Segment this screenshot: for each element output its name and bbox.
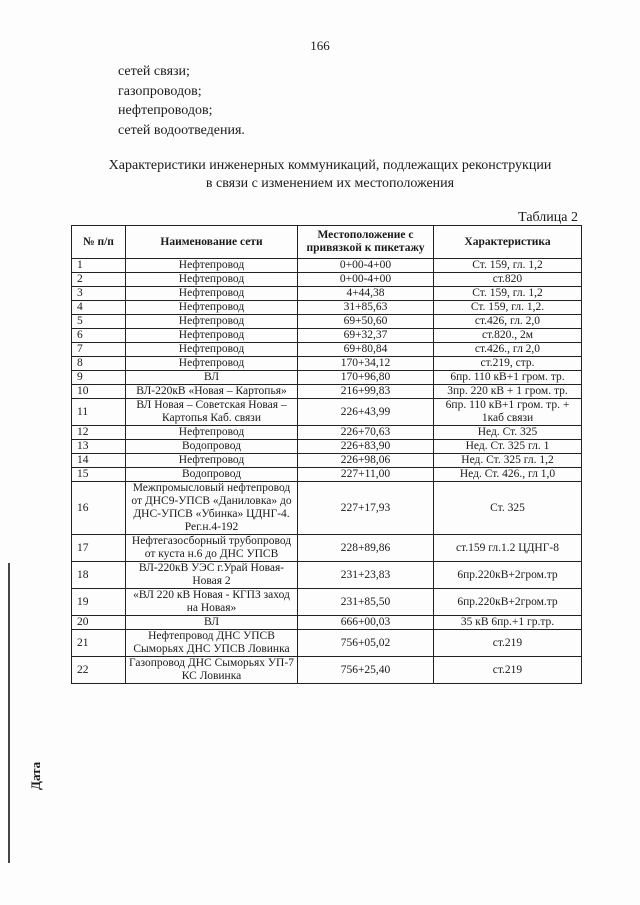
row-number: 4 xyxy=(72,301,126,315)
intro-list xyxy=(118,62,245,140)
row-location: 4+44,38 xyxy=(298,287,434,301)
row-location: 756+25,40 xyxy=(298,657,434,684)
row-number: 14 xyxy=(72,454,126,468)
intro-item: сетей водоотведения. xyxy=(118,122,245,138)
row-number: 11 xyxy=(72,399,126,426)
row-number: 6 xyxy=(72,329,126,343)
row-location: 0+00-4+00 xyxy=(298,259,434,273)
page-number: 166 xyxy=(310,38,330,53)
row-characteristic: 3пр. 220 кВ + 1 гром. тр. xyxy=(434,385,582,399)
row-network-name: ВЛ Новая – Советская Новая – Картопья Каб. связи xyxy=(126,399,298,426)
row-number: 19 xyxy=(72,589,126,616)
table-row xyxy=(72,357,582,371)
header-location: Местоположение с привязкой к пикетажу xyxy=(298,226,434,259)
header-characteristic: Характеристика xyxy=(434,226,582,259)
row-network-name: Нефтепровод xyxy=(126,301,298,315)
row-network-name: Нефтепровод xyxy=(126,329,298,343)
row-network-name: Водопровод xyxy=(126,440,298,454)
row-location: 756+05,02 xyxy=(298,630,434,657)
row-characteristic: ст.820., 2м xyxy=(434,329,582,343)
row-location: 69+50,60 xyxy=(298,315,434,329)
row-characteristic: 6пр.220кВ+2гром.тр xyxy=(434,562,582,589)
row-characteristic: Нед. Ст. 426., гл 1,0 xyxy=(434,468,582,482)
row-characteristic: 6пр.220кВ+2гром.тр xyxy=(434,589,582,616)
row-location: 226+83,90 xyxy=(298,440,434,454)
table-row xyxy=(72,287,582,301)
row-network-name: ВЛ-220кВ УЭС г.Урай Новая-Новая 2 xyxy=(126,562,298,589)
header-number: № п/п xyxy=(72,226,126,259)
row-number: 2 xyxy=(72,273,126,287)
row-characteristic: Нед. Ст. 325 xyxy=(434,426,582,440)
margin-rule xyxy=(8,563,10,863)
row-network-name: Водопровод xyxy=(126,468,298,482)
row-number: 12 xyxy=(72,426,126,440)
table-row xyxy=(72,535,582,562)
section-title-line-2: в связи с изменением их местоположения xyxy=(205,176,455,191)
table-row xyxy=(72,589,582,616)
row-network-name: Нефтепровод xyxy=(126,343,298,357)
row-location: 226+98,06 xyxy=(298,454,434,468)
row-location: 69+80,84 xyxy=(298,343,434,357)
row-number: 17 xyxy=(72,535,126,562)
table-label: Таблица 2 xyxy=(518,210,578,225)
row-number: 13 xyxy=(72,440,126,454)
row-number: 9 xyxy=(72,371,126,385)
intro-item: нефтепроводов; xyxy=(118,103,213,118)
row-characteristic: Нед. Ст. 325 гл. 1 xyxy=(434,440,582,454)
row-location: 226+70,63 xyxy=(298,426,434,440)
table-row xyxy=(72,371,582,385)
row-network-name: Нефтепровод xyxy=(126,315,298,329)
row-network-name: Нефтепровод xyxy=(126,454,298,468)
row-characteristic: ст.219, стр. xyxy=(434,357,582,371)
table-row xyxy=(72,426,582,440)
row-characteristic: 6пр. 110 кВ+1 гром. тр. xyxy=(434,371,582,385)
row-characteristic: Ст. 325 xyxy=(434,482,582,535)
row-characteristic: ст.820 xyxy=(434,273,582,287)
row-network-name: Нефтепровод xyxy=(126,259,298,273)
row-location: 227+11,00 xyxy=(298,468,434,482)
row-characteristic: ст.426., гл 2,0 xyxy=(434,343,582,357)
row-network-name: Межпромысловый нефтепровод от ДНС9-УПСВ «Даниловка» до ДНС-УПСВ «Убинка» ЦДНГ-4. Рег.н.4-192 xyxy=(126,482,298,535)
row-characteristic: Ст. 159, гл. 1,2 xyxy=(434,287,582,301)
row-number: 21 xyxy=(72,630,126,657)
row-number: 10 xyxy=(72,385,126,399)
row-number: 1 xyxy=(72,259,126,273)
section-title xyxy=(60,157,600,193)
row-location: 31+85,63 xyxy=(298,301,434,315)
row-location: 231+85,50 xyxy=(298,589,434,616)
table-header-row xyxy=(72,226,582,259)
intro-item: сетей связи; xyxy=(118,64,190,79)
row-network-name: ВЛ-220кВ «Новая – Картопья» xyxy=(126,385,298,399)
table-row xyxy=(72,301,582,315)
row-network-name: Нефтепровод xyxy=(126,273,298,287)
row-number: 15 xyxy=(72,468,126,482)
row-characteristic: Ст. 159, гл. 1,2. xyxy=(434,301,582,315)
row-characteristic: 35 кВ 6пр.+1 гр.тр. xyxy=(434,616,582,630)
row-number: 3 xyxy=(72,287,126,301)
table-row xyxy=(72,562,582,589)
row-location: 226+43,99 xyxy=(298,399,434,426)
row-location: 666+00,03 xyxy=(298,616,434,630)
row-number: 5 xyxy=(72,315,126,329)
row-number: 22 xyxy=(72,657,126,684)
row-network-name: Нефтепровод xyxy=(126,287,298,301)
section-title-line-1: Характеристики инженерных коммуникаций, подлежащих реконструкции xyxy=(108,158,552,173)
table-body xyxy=(72,259,582,684)
row-location: 170+34,12 xyxy=(298,357,434,371)
row-characteristic: Ст. 159, гл. 1,2 xyxy=(434,259,582,273)
header-network-name: Наименование сети xyxy=(126,226,298,259)
row-characteristic: ст.219 xyxy=(434,657,582,684)
row-characteristic: ст.426, гл. 2,0 xyxy=(434,315,582,329)
table-row xyxy=(72,616,582,630)
row-characteristic: Нед. Ст. 325 гл. 1,2 xyxy=(434,454,582,468)
row-number: 20 xyxy=(72,616,126,630)
table-row xyxy=(72,273,582,287)
table-row xyxy=(72,630,582,657)
intro-item: газопроводов; xyxy=(118,83,202,99)
row-number: 16 xyxy=(72,482,126,535)
table-row xyxy=(72,385,582,399)
row-characteristic: ст.219 xyxy=(434,630,582,657)
row-location: 228+89,86 xyxy=(298,535,434,562)
row-network-name: Нефтегазосборный трубопровод от куста н.6 до ДНС УПСВ xyxy=(126,535,298,562)
row-number: 7 xyxy=(72,343,126,357)
table-row xyxy=(72,454,582,468)
row-network-name: ВЛ xyxy=(126,371,298,385)
table-row xyxy=(72,343,582,357)
side-label: Дата xyxy=(28,761,43,790)
row-network-name: «ВЛ 220 кВ Новая - КГПЗ заход на Новая» xyxy=(126,589,298,616)
row-number: 8 xyxy=(72,357,126,371)
row-network-name: Газопровод ДНС Сыморьях УП-7 КС Ловинка xyxy=(126,657,298,684)
row-location: 216+99,83 xyxy=(298,385,434,399)
table-row xyxy=(72,259,582,273)
row-location: 170+96,80 xyxy=(298,371,434,385)
row-characteristic: ст.159 гл.1.2 ЦДНГ-8 xyxy=(434,535,582,562)
row-characteristic: 6пр. 110 кВ+1 гром. тр. + 1каб связи xyxy=(434,399,582,426)
table-row xyxy=(72,329,582,343)
row-number: 18 xyxy=(72,562,126,589)
row-location: 69+32,37 xyxy=(298,329,434,343)
row-network-name: ВЛ xyxy=(126,616,298,630)
table-row xyxy=(72,440,582,454)
row-network-name: Нефтепровод xyxy=(126,426,298,440)
table-row xyxy=(72,399,582,426)
row-network-name: Нефтепровод xyxy=(126,357,298,371)
table-row xyxy=(72,315,582,329)
table-row xyxy=(72,468,582,482)
row-location: 231+23,83 xyxy=(298,562,434,589)
row-location: 0+00-4+00 xyxy=(298,273,434,287)
row-network-name: Нефтепровод ДНС УПСВ Сыморьях ДНС УПСВ Ловинка xyxy=(126,630,298,657)
table-row xyxy=(72,657,582,684)
utilities-table xyxy=(71,225,582,684)
table-row xyxy=(72,482,582,535)
row-location: 227+17,93 xyxy=(298,482,434,535)
